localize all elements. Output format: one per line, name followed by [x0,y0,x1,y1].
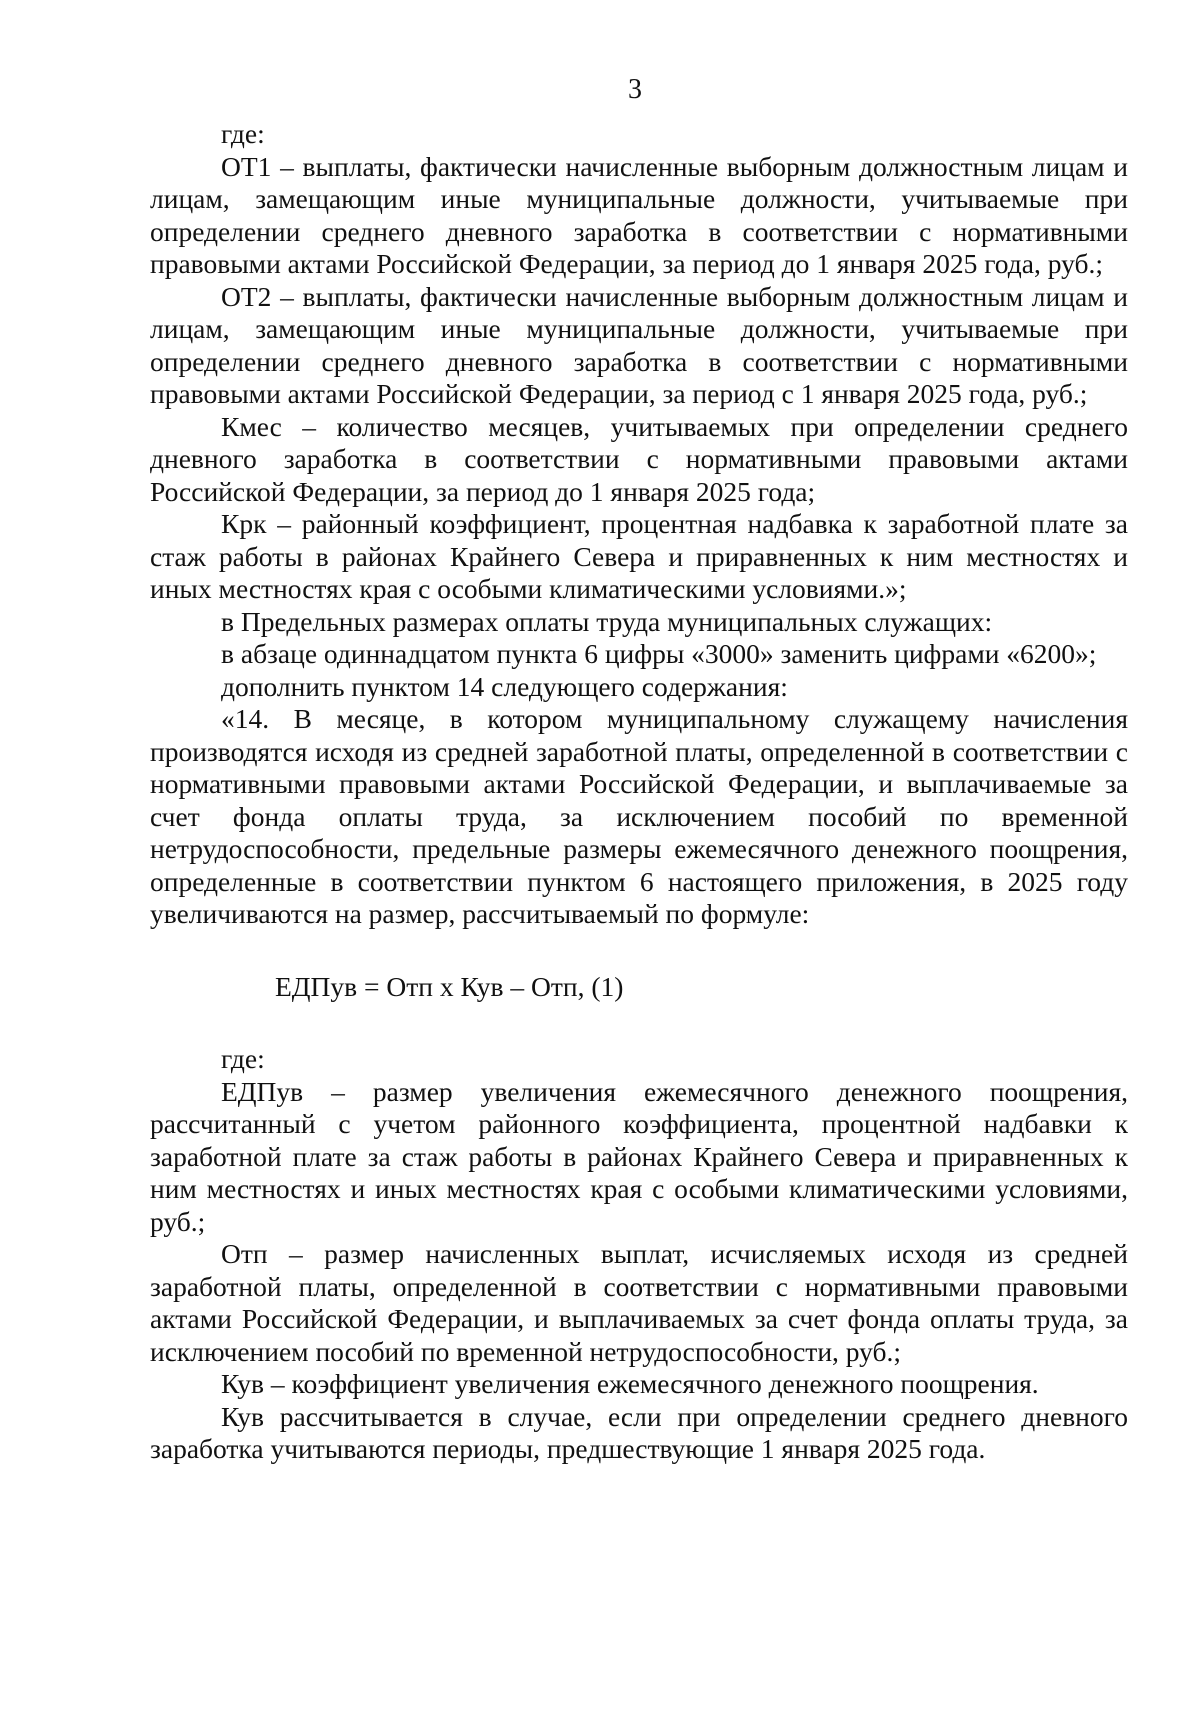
paragraph-amendment-6: в абзаце одиннадцатом пункта 6 цифры «3000» заменить цифрами «6200»; [221,638,1097,669]
paragraph-item-14: «14. В месяце, в котором муниципальному служащему начисления производятся исходя из средней заработной платы, определенной в соответствии с нормативными правовыми актами Российской Федерации, и выплачиваемые за счет фонда оплаты труда, за исключением пособий по временной нетрудоспособности, предельные размеры ежемесячного денежного поощрения, определенные в соответствии пунктом 6 настоящего приложения, в 2025 году увеличиваются на размер, рассчитываемый по формуле: [150,703,1128,929]
page-number: 3 [628,74,642,105]
paragraph-edpuv: ЕДПув – размер увеличения ежемесячного денежного поощрения, рассчитанный с учетом районного коэффициента, процентной надбавки к заработной плате за стаж работы в районах Крайнего Севера и приравненных к ним местностях и иных местностях края с особыми климатическими условиями, руб.; [150,1075,1128,1237]
paragraph-krk: Крк – районный коэффициент, процентная надбавка к заработной плате за стаж работы в районах Крайнего Севера и приравненных к ним местностях и иных местностях края с особыми климатическими условиями.»; [150,508,1128,604]
paragraph-kmes: Кмес – количество месяцев, учитываемых при определении среднего дневного заработка в соответствии с нормативными правовыми актами Российской Федерации, за период до 1 января 2025 года; [150,410,1128,507]
document-body [150,118,1128,1466]
paragraph-ot1: ОТ1 – выплаты, фактически начисленные выборным должностным лицам и лицам, замещающим иные муниципальные должности, учитываемые при определении среднего дневного заработка в соответствии с нормативными правовыми актами Российской Федерации, за период до 1 января 2025 года, руб.; [150,150,1128,279]
paragraph-kuv: Кув – коэффициент увеличения ежемесячного денежного поощрения. [221,1368,1039,1399]
paragraph-add-14: дополнить пунктом 14 следующего содержания: [221,670,788,702]
paragraph-otp: Отп – размер начисленных выплат, исчисляемых исходя из средней заработной платы, определенной в соответствии с нормативными правовыми актами Российской Федерации, и выплачиваемых за счет фонда оплаты труда, за исключением пособий по временной нетрудоспособности, руб.; [150,1238,1128,1367]
paragraph-limits-intro: в Предельных размерах оплаты труда муниципальных служащих: [221,605,993,637]
paragraph-ot2: ОТ2 – выплаты, фактически начисленные выборным должностным лицам и лицам, замещающим иные муниципальные должности, учитываемые при определении среднего дневного заработка в соответствии с нормативными правовыми актами Российской Федерации, за период с 1 января 2025 года, руб.; [150,280,1128,409]
paragraph-where-1: где: [221,118,265,149]
paragraph-kuv-condition: Кув рассчитывается в случае, если при определении среднего дневного заработка учитываются периоды, предшествующие 1 января 2025 года. [150,1400,1128,1464]
paragraph-where-2: где: [221,1043,265,1074]
formula: ЕДПув = Отп х Кув – Отп, (1) [275,970,624,1002]
